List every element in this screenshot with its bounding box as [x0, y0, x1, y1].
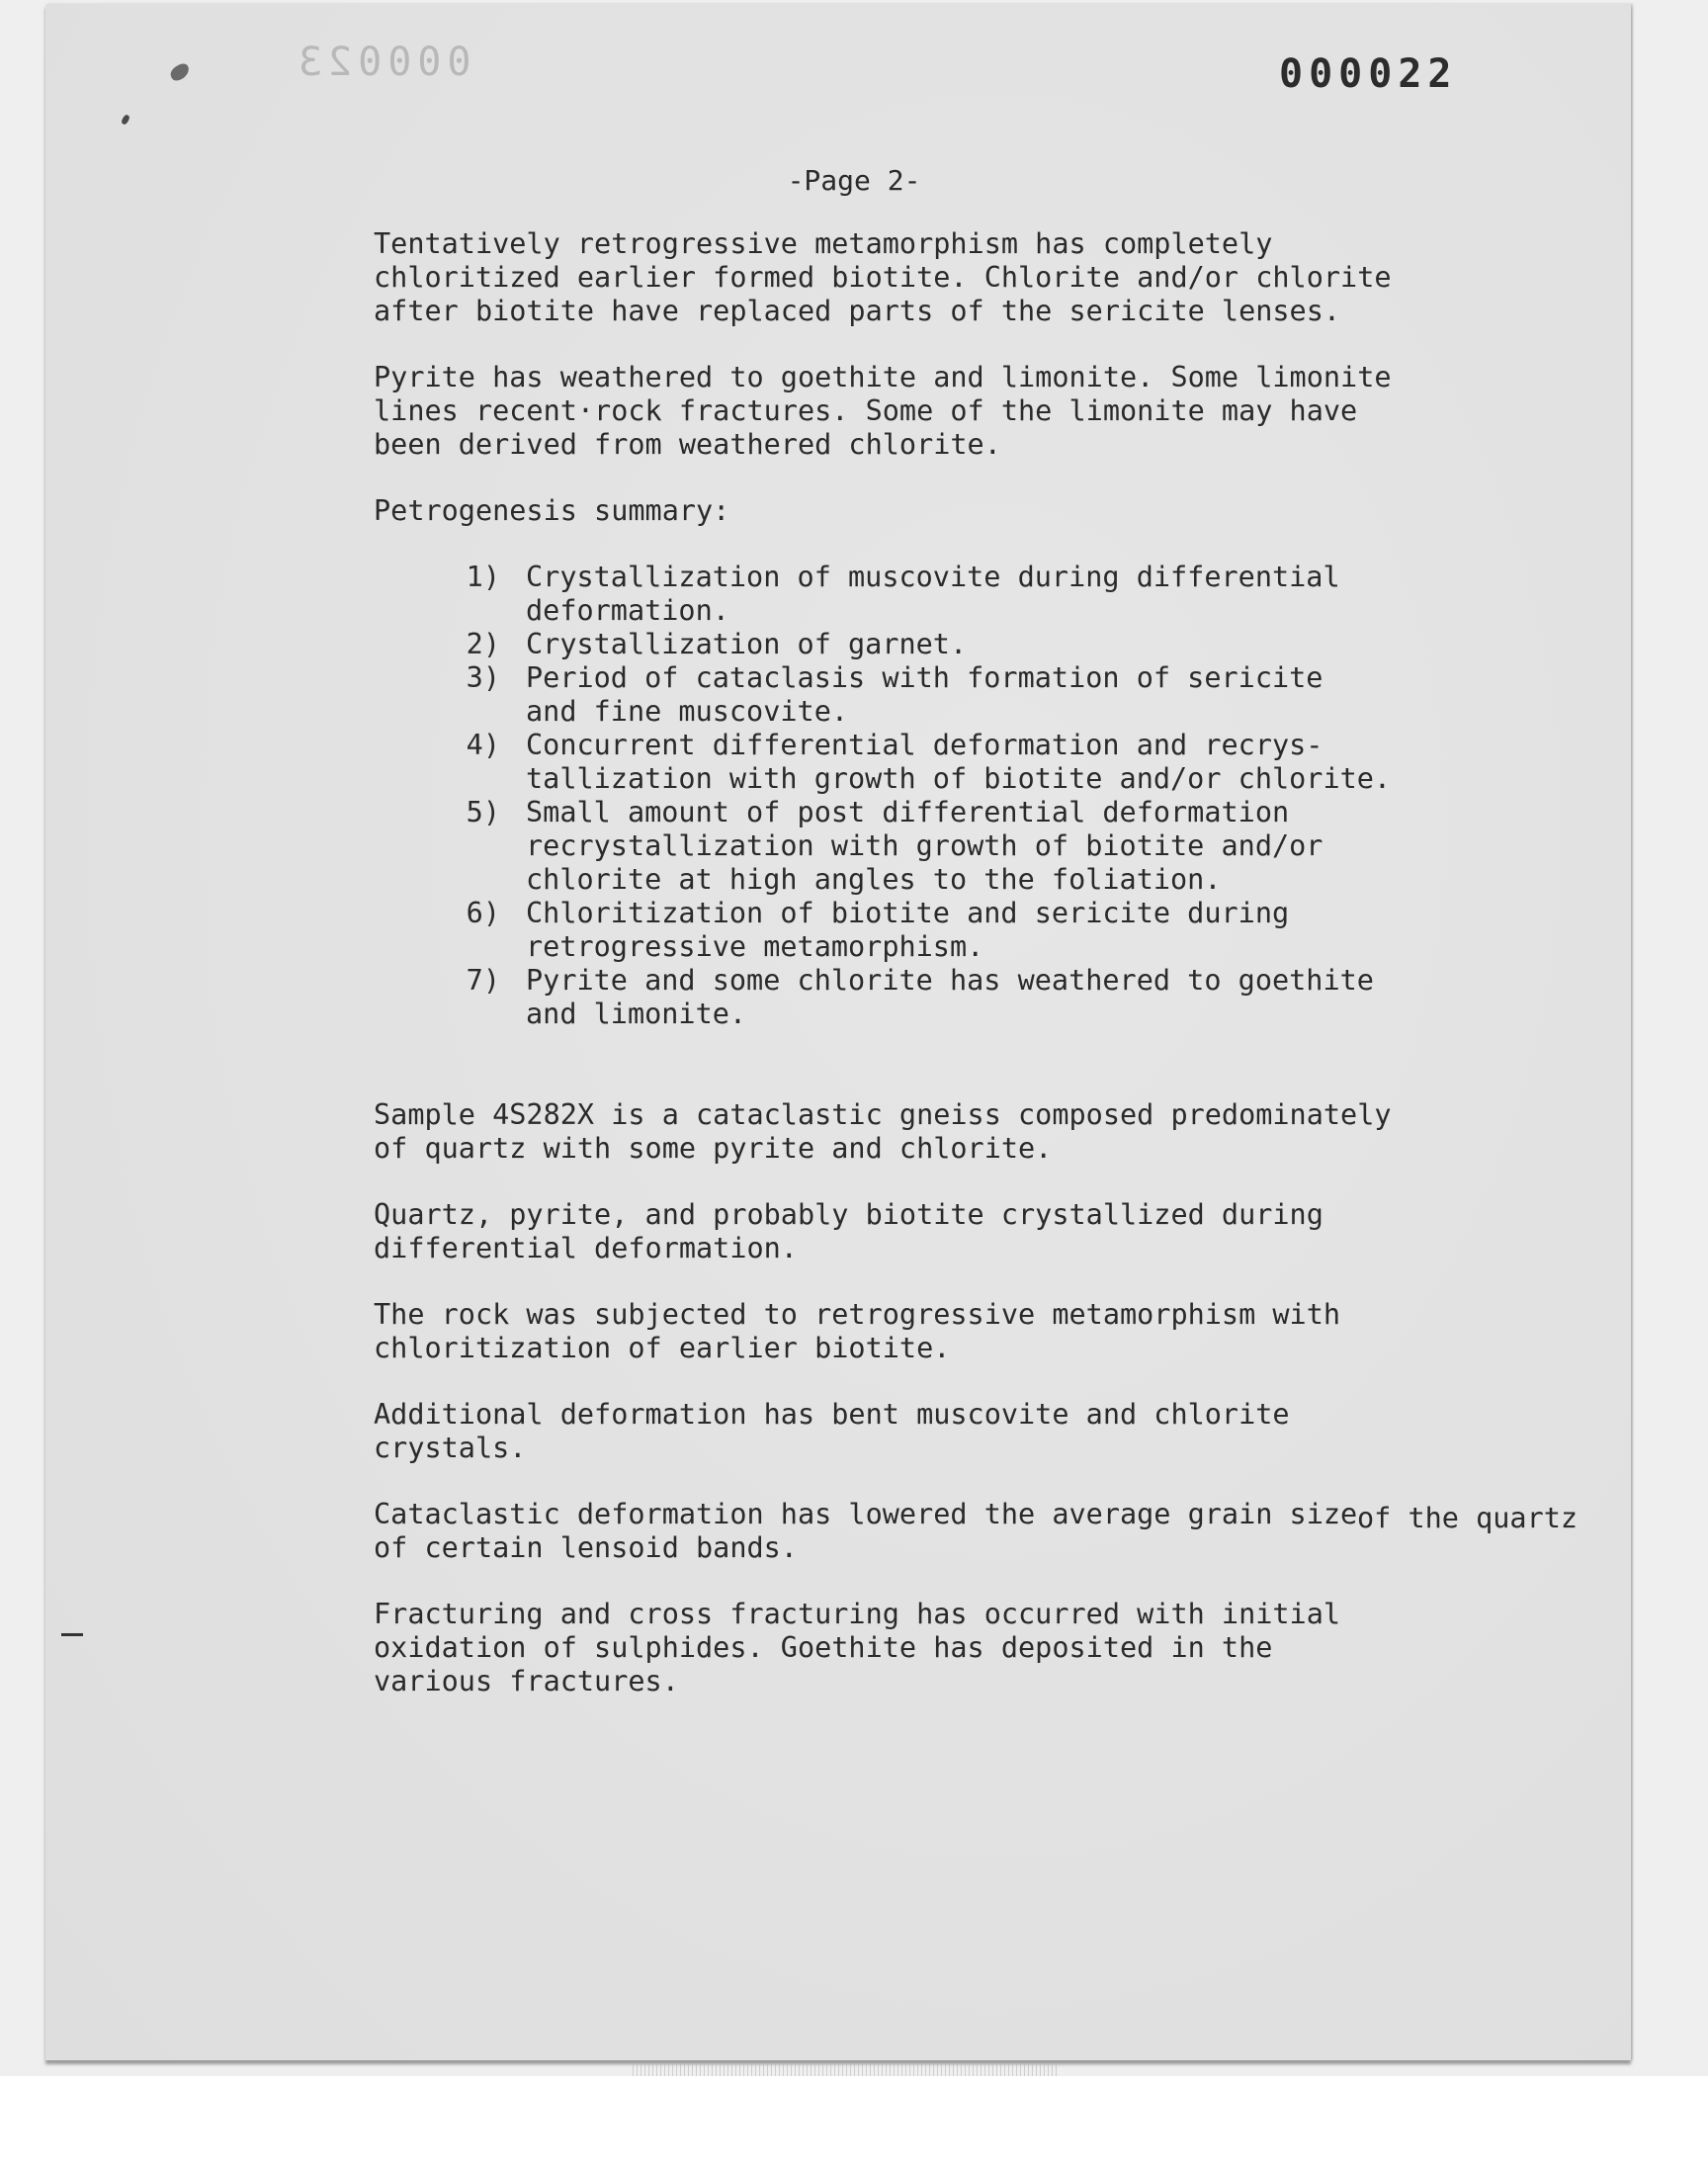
list-text: Concurrent differential deformation and recrys- tallization with growth of biotite and/or chlorite. [526, 729, 1392, 795]
ink-mark [61, 1633, 83, 1636]
document-number: 000022 [1279, 51, 1458, 97]
petrogenesis-list [374, 561, 1461, 1031]
spacer [374, 1065, 1461, 1098]
paragraph: The rock was subjected to retrogressive metamorphism with chloritization of earlier biotite. [374, 1298, 1341, 1364]
list-item [374, 897, 1461, 964]
list-text: Chloritization of biotite and sericite during retrogressive metamorphism. [526, 897, 1290, 963]
list-item [374, 561, 1461, 628]
list-text: Crystallization of garnet. [526, 628, 968, 660]
section-label: Petrogenesis summary: [374, 494, 730, 527]
list-item [374, 729, 1461, 796]
list-number: 2) [466, 628, 500, 660]
paragraph: Additional deformation has bent muscovite and chlorite crystals. [374, 1398, 1290, 1464]
list-number: 4) [466, 729, 500, 761]
list-text: Period of cataclasis with formation of sericite and fine muscovite. [526, 661, 1324, 728]
list-item [374, 964, 1461, 1031]
list-text: Crystallization of muscovite during differential deformation. [526, 561, 1340, 627]
list-text: Pyrite and some chlorite has weathered to goethite and limonite. [526, 964, 1374, 1030]
list-number: 1) [466, 561, 500, 593]
paragraph: Fracturing and cross fracturing has occurred with initial oxidation of sulphides. Goethite has deposited in the various fractures. [374, 1598, 1341, 1697]
paragraph: Pyrite has weathered to goethite and limonite. Some limonite lines recent·rock fractures. Some of the limonite may have been derived from weathered chlorite. [374, 361, 1392, 461]
paragraph: Quartz, pyrite, and probably biotite crystallized during differential deformation. [374, 1198, 1324, 1264]
list-number: 6) [466, 897, 500, 929]
paragraph: Cataclastic deformation has lowered the average grain size of certain lensoid bands. [374, 1498, 1358, 1564]
list-number: 3) [466, 661, 500, 694]
list-number: 5) [466, 796, 500, 828]
bleed-through-number: 000023 [293, 40, 471, 85]
marginal-insert: of the quartz [1357, 1502, 1579, 1534]
scan-artifact [633, 2064, 1058, 2076]
paragraph: Sample 4S282X is a cataclastic gneiss composed predominately of quartz with some pyrite and chlorite. [374, 1098, 1392, 1165]
list-item [374, 661, 1461, 729]
list-text: Small amount of post differential deformation recrystallization with growth of biotite and/or chlorite at high angles to the foliation. [526, 796, 1324, 896]
list-number: 7) [466, 964, 500, 997]
paragraph: Tentatively retrogressive metamorphism has completely chloritized earlier formed biotite. Chlorite and/or chlorite after biotite have replaced parts of the sericite lenses. [374, 227, 1392, 327]
list-item [374, 628, 1461, 661]
page-header: -Page 2- [787, 164, 921, 197]
document-body [374, 227, 1461, 1731]
list-item [374, 796, 1461, 897]
